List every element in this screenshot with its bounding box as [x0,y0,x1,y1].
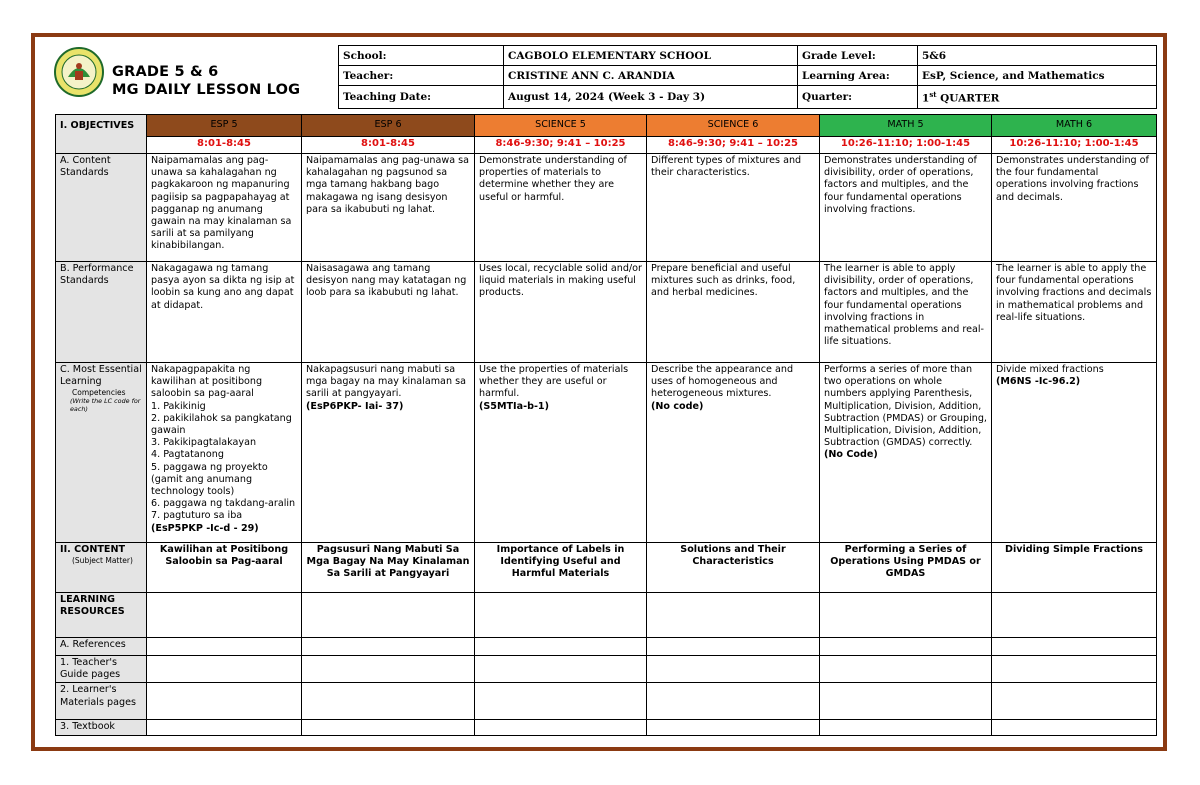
resources-cell [475,593,647,638]
teachers-guide-cell [147,656,302,683]
learners-materials-cell [647,683,820,720]
competency-esp6-code: (EsP6PKP- Iai- 37) [306,400,404,412]
resources-cell [992,593,1157,638]
competency-science5-text: Use the properties of materials whether they are useful or harmful. [479,364,629,400]
competency-esp5-item: 2. pakikilahok sa pangkatang gawain [151,412,292,437]
time-math5: 10:26-11:10; 1:00-1:45 [820,137,992,154]
teachers-guide-label: 1. Teacher's Guide pages [56,656,147,683]
competency-esp6 [302,363,475,543]
performance-standard-esp6: Naisasagawa ang tamang desisyon nang may katatagan ng loob para sa ikabubuti ng lahat. [302,262,475,363]
content-standard-esp5: Naipamamalas ang pag-unawa sa kahalagahan ng pagkakaroon ng mapanuring pagiisip sa pagpapahayag at pagganap ng anumang gawain na may kinalaman sa sarili at sa pamilyang kinabibilangan. [147,154,302,262]
competency-esp5-item: 3. Pakikipagtalakayan [151,437,257,449]
header-info-table [338,45,1157,109]
content-standard-esp6: Naipamamalas ang pag-unawa sa kahalagahan ng pagsunod sa mga tamang hakbang bago makagawa ng isang desisyon para sa ikabubuti ng lahat. [302,154,475,262]
competency-math5-code: (No Code) [824,449,878,461]
teacher-label: Teacher: [339,66,504,86]
competency-esp5-code: (EsP5PKP -Ic-d - 29) [151,522,259,534]
teacher-value: CRISTINE ANN C. ARANDIA [504,66,798,86]
resources-cell [147,593,302,638]
references-cell [475,638,647,656]
learners-materials-cell [992,683,1157,720]
learners-materials-cell [302,683,475,720]
competency-math6-code: (M6NS -Ic-96.2) [996,376,1081,388]
competencies-label-small: Competencies [72,388,126,398]
subject-esp5: ESP 5 [147,115,302,137]
school-label: School: [339,46,504,66]
textbook-cell [475,720,647,736]
subject-math5: MATH 5 [820,115,992,137]
references-cell [302,638,475,656]
competency-math5-text: Performs a series of more than two operations on whole numbers applying Parenthesis, Multiplication, Division, Addition, Subtraction (PMDAS) or Grouping, Multiplication, Division, Addition, Subtraction (GMDAS) correctly. [824,364,987,449]
content-science5: Importance of Labels in Identifying Useful and Harmful Materials [475,543,647,593]
deped-seal-logo [54,47,104,97]
time-math6: 10:26-11:10; 1:00-1:45 [992,137,1157,154]
learners-materials-cell [475,683,647,720]
quarter-number: 1 [922,92,930,105]
textbook-cell [147,720,302,736]
references-cell [820,638,992,656]
textbook-cell [647,720,820,736]
competency-math5 [820,363,992,543]
learning-resources-label: LEARNING RESOURCES [56,593,147,638]
teachers-guide-cell [647,656,820,683]
references-label: A. References [56,638,147,656]
competency-esp5-item: 7. pagtuturo sa iba [151,510,243,522]
subject-science6: SCIENCE 6 [647,115,820,137]
performance-standard-science6: Prepare beneficial and useful mixtures such as drinks, food, and herbal medicines. [647,262,820,363]
content-standard-science5: Demonstrate understanding of properties of materials to determine whether they are useful or harmful. [475,154,647,262]
school-value: CAGBOLO ELEMENTARY SCHOOL [504,46,798,66]
title-log: MG DAILY LESSON LOG [112,82,301,98]
subject-esp6: ESP 6 [302,115,475,137]
competency-esp5 [147,363,302,543]
learners-materials-cell [147,683,302,720]
competency-esp5-text: Nakapagpapakita ng kawilihan at positibong saloobin sa pag-aaral [151,364,263,400]
quarter-text: QUARTER [936,92,1000,105]
competency-esp5-item: 6. paggawa ng takdang-aralin [151,498,296,510]
textbook-cell [302,720,475,736]
performance-standard-math6: The learner is able to apply the four fundamental operations involving fractions and decimals in mathematical problems and real-life situations. [992,262,1157,363]
content-standard-math5: Demonstrates understanding of divisibility, order of operations, factors and multiples, and the four fundamental operations involving fractions. [820,154,992,262]
references-cell [147,638,302,656]
learning-area-value: EsP, Science, and Mathematics [918,66,1157,86]
competency-science6-text: Describe the appearance and uses of homogeneous and heterogeneous mixtures. [651,364,794,400]
teachers-guide-cell [820,656,992,683]
grade-level-value: 5&6 [918,46,1157,66]
teachers-guide-cell [302,656,475,683]
competency-esp6-text: Nakapagsusuri nang mabuti sa mga bagay na may kinalaman sa sarili at pangyayari. [306,364,466,400]
performance-standard-science5: Uses local, recyclable solid and/or liquid materials in making useful products. [475,262,647,363]
performance-standard-esp5: Nakagagawa ng tamang pasya ayon sa dikta ng isip at loobin sa kung ano ang dapat at didapat. [147,262,302,363]
competency-science6 [647,363,820,543]
competency-math6-text: Divide mixed fractions [996,364,1104,375]
competencies-label-main: C. Most Essential Learning [60,364,142,388]
subject-math6: MATH 6 [992,115,1157,137]
content-standard-math6: Demonstrates understanding of the four fundamental operations involving fractions and decimals. [992,154,1157,262]
teachers-guide-cell [475,656,647,683]
references-cell [992,638,1157,656]
content-label-note: (Subject Matter) [72,556,133,566]
quarter-value [918,86,1157,109]
competency-science5-code: (S5MTIa-b-1) [479,400,549,412]
competency-esp5-item: 5. paggawa ng proyekto (gamit ang anumang technology tools) [151,461,268,498]
grade-level-label: Grade Level: [798,46,918,66]
document-title [112,63,300,99]
lesson-log-table [55,114,1157,736]
performance-standards-label: B. Performance Standards [56,262,147,363]
time-esp6: 8:01-8:45 [302,137,475,154]
learning-area-label: Learning Area: [798,66,918,86]
content-standard-science6: Different types of mixtures and their characteristics. [647,154,820,262]
resources-cell [302,593,475,638]
competency-math6 [992,363,1157,543]
content-esp5: Kawilihan at Positibong Saloobin sa Pag-aaral [147,543,302,593]
time-science6: 8:46-9:30; 9:41 – 10:25 [647,137,820,154]
content-math5: Performing a Series of Operations Using PMDAS or GMDAS [820,543,992,593]
competencies-label-note: (Write the LC code for each) [70,397,141,414]
resources-cell [820,593,992,638]
textbook-cell [820,720,992,736]
quarter-suffix: st [929,90,937,100]
teaching-date-label: Teaching Date: [339,86,504,109]
textbook-label: 3. Textbook [56,720,147,736]
title-grade: GRADE 5 & 6 [112,64,219,80]
teachers-guide-cell [992,656,1157,683]
textbook-cell [992,720,1157,736]
content-label [56,543,147,593]
content-science6: Solutions and Their Characteristics [647,543,820,593]
content-standards-label: A. Content Standards [56,154,147,262]
quarter-label: Quarter: [798,86,918,109]
competencies-label [56,363,147,543]
competency-esp5-item: 4. Pagtatanong [151,449,224,461]
teaching-date-value: August 14, 2024 (Week 3 - Day 3) [504,86,798,109]
competency-science6-code: (No code) [651,400,704,412]
subject-science5: SCIENCE 5 [475,115,647,137]
references-cell [647,638,820,656]
resources-cell [647,593,820,638]
content-esp6: Pagsusuri Nang Mabuti Sa Mga Bagay Na May Kinalaman Sa Sarili at Pangyayari [302,543,475,593]
learners-materials-cell [820,683,992,720]
content-label-main: II. CONTENT [60,544,126,555]
time-esp5: 8:01-8:45 [147,137,302,154]
performance-standard-math5: The learner is able to apply divisibility, order of operations, factors and multiples, and the four fundamental operations involving fractions in mathematical problems and real-life situations. [820,262,992,363]
content-math6: Dividing Simple Fractions [992,543,1157,593]
competency-esp5-item: 1. Pakikinig [151,400,206,412]
learners-materials-label: 2. Learner's Materials pages [56,683,147,720]
objectives-label: I. OBJECTIVES [56,115,147,154]
time-science5: 8:46-9:30; 9:41 – 10:25 [475,137,647,154]
competency-science5 [475,363,647,543]
